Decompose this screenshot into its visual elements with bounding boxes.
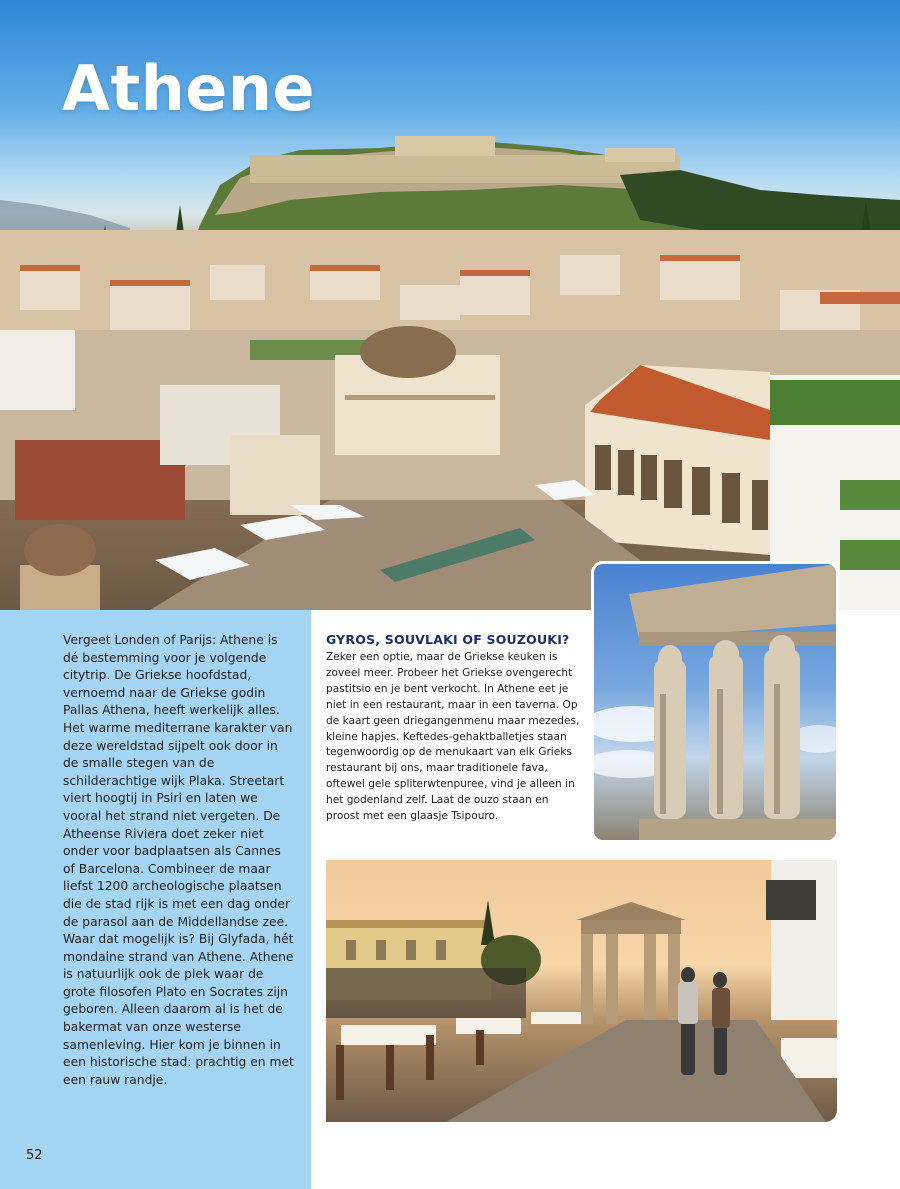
street-scene-illustration bbox=[326, 860, 837, 1122]
page-title: Athene bbox=[62, 52, 315, 125]
caryatids-illustration bbox=[594, 564, 836, 840]
intro-text: Vergeet Londen of Parijs: Athene is dé bestemming voor je volgende citytrip. De Griekse hoofdstad, vernoemd naar de Griekse godin Pallas Athena, heeft werkelijk alles. Het warme mediterrane karakter van deze wereldstad sijpelt ook door in de smalle stegen van de schilderachtige wijk Plaka. Streetart viert hoogtij in Psiri en laten we vooral het strand niet vergeten. De Atheense Riviera doet zeker niet onder voor badplaatsen als Cannes of Barcelona. Combineer de maar liefst 1200 archeologische plaatsen die de stad rijk is met een dag onder de parasol aan de Middellandse zee. Waar dat mogelijk is? Bij Glyfada, hét mondaine strand van Athene. Athene is natuurlijk ook de plek waar de grote filosofen Plato en Socrates zijn geboren. Alleen daarom al is het de bakermat van onze westerse samenleving. Hier kom je binnen in een historische stad: prachtig en met een rauw randje. bbox=[63, 633, 294, 1087]
street-photo bbox=[326, 860, 837, 1122]
caryatids-photo bbox=[591, 561, 839, 843]
page-number: 52 bbox=[26, 1148, 43, 1163]
sidebar-heading: GYROS, SOUVLAKI OF SOUZOUKI? bbox=[326, 632, 570, 647]
sidebar-text: Zeker een optie, maar de Griekse keuken is zoveel meer. Probeer het Griekse ovengerecht pastitsio en je bent verkocht. In Athene eet je niet in een restaurant, maar in een taverna. Op de kaart geen driegangenmenu maar mezedes, kleine hapjes. Keftedes-gehaktballetjes staan tegenwoordig op de menukaart van elk Grieks restaurant bij ons, maar traditionele fava, oftewel gele spliterwtenpuree, vind je alleen in het godenland zelf. Laat de ouzo staan en proost met een glaasje Tsipouro. bbox=[326, 651, 580, 823]
